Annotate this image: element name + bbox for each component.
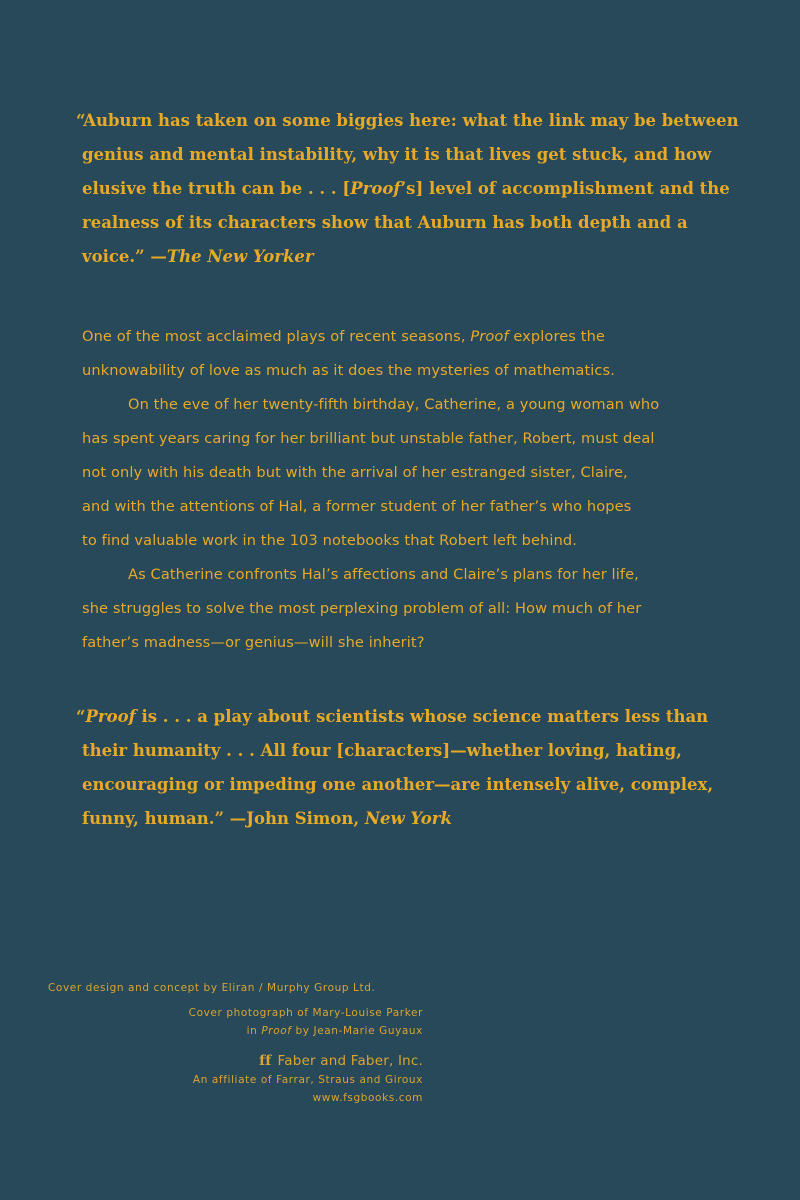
review-quote-new-york — [76, 700, 722, 836]
play-title: Proof — [261, 1025, 292, 1037]
publisher-url: www.fsgbooks.com — [312, 1092, 423, 1104]
quote-line — [82, 240, 722, 274]
description-line: father’s madness—or genius—will she inherit? — [82, 634, 425, 651]
play-title: Proof — [470, 328, 509, 345]
quote-line: realness of its characters show that Auburn has both depth and a — [82, 213, 688, 232]
description-line: not only with his death but with the arrival of her estranged sister, Claire, — [82, 464, 628, 481]
publisher-name: Faber and Faber, Inc. — [277, 1053, 423, 1069]
quote-text: “ — [76, 707, 86, 726]
photo-credit-text: in — [246, 1025, 262, 1037]
quote-line: their humanity . . . All four [characters]—whether loving, hating, — [82, 741, 682, 760]
ff-logo-icon: ff — [259, 1053, 272, 1069]
description-text: One of the most acclaimed plays of recent seasons, — [82, 328, 471, 345]
description-line: she struggles to solve the most perplexing problem of all: How much of her — [82, 600, 642, 617]
quote-line — [82, 172, 730, 206]
photo-credit-text: by Jean-Marie Guyaux — [291, 1025, 423, 1037]
description-line: and with the attentions of Hal, a former student of her father’s who hopes — [82, 498, 632, 515]
quote-source: New York — [364, 809, 452, 828]
review-quote-new-yorker — [76, 104, 739, 274]
publisher-affiliate: An affiliate of Farrar, Straus and Giroux — [192, 1074, 423, 1086]
photo-credit-line — [189, 1022, 423, 1040]
quote-text: voice.” — — [82, 247, 167, 266]
quote-line — [82, 802, 722, 836]
publisher-name-line — [193, 1051, 423, 1071]
description-line: to find valuable work in the 103 notebooks that Robert left behind. — [82, 532, 578, 549]
description-line: has spent years caring for her brilliant but unstable father, Robert, must deal — [82, 430, 655, 447]
quote-line: encouraging or impeding one another—are intensely alive, complex, — [82, 775, 714, 794]
quote-text: funny, human.” —John Simon, — [82, 809, 365, 828]
quote-text: elusive the truth can be . . . [ — [82, 179, 351, 198]
description-line — [82, 320, 722, 354]
quote-line: “Auburn has taken on some biggies here: what the link may be between — [76, 111, 739, 130]
quote-source: The New Yorker — [166, 247, 314, 266]
cover-photo-credit — [189, 1004, 423, 1040]
quote-line: genius and mental instability, why it is that lives get stuck, and how — [82, 145, 712, 164]
play-title: Proof — [85, 707, 136, 726]
description-line: On the eve of her twenty-fifth birthday, Catherine, a young woman who — [128, 396, 660, 413]
description-line: unknowability of love as much as it does the mysteries of mathematics. — [82, 362, 615, 379]
photo-credit-line: Cover photograph of Mary-Louise Parker — [188, 1007, 423, 1019]
description-text: explores the — [508, 328, 606, 345]
book-description — [82, 320, 722, 660]
play-title: Proof — [350, 179, 401, 198]
quote-text: ’s] level of accomplishment and the — [400, 179, 730, 198]
publisher-block — [193, 1051, 423, 1107]
quote-line — [76, 700, 722, 734]
cover-design-credit: Cover design and concept by Eliran / Murphy Group Ltd. — [48, 982, 376, 994]
description-line: As Catherine confronts Hal’s affections and Claire’s plans for her life, — [128, 566, 639, 583]
quote-text: is . . . a play about scientists whose science matters less than — [135, 707, 709, 726]
